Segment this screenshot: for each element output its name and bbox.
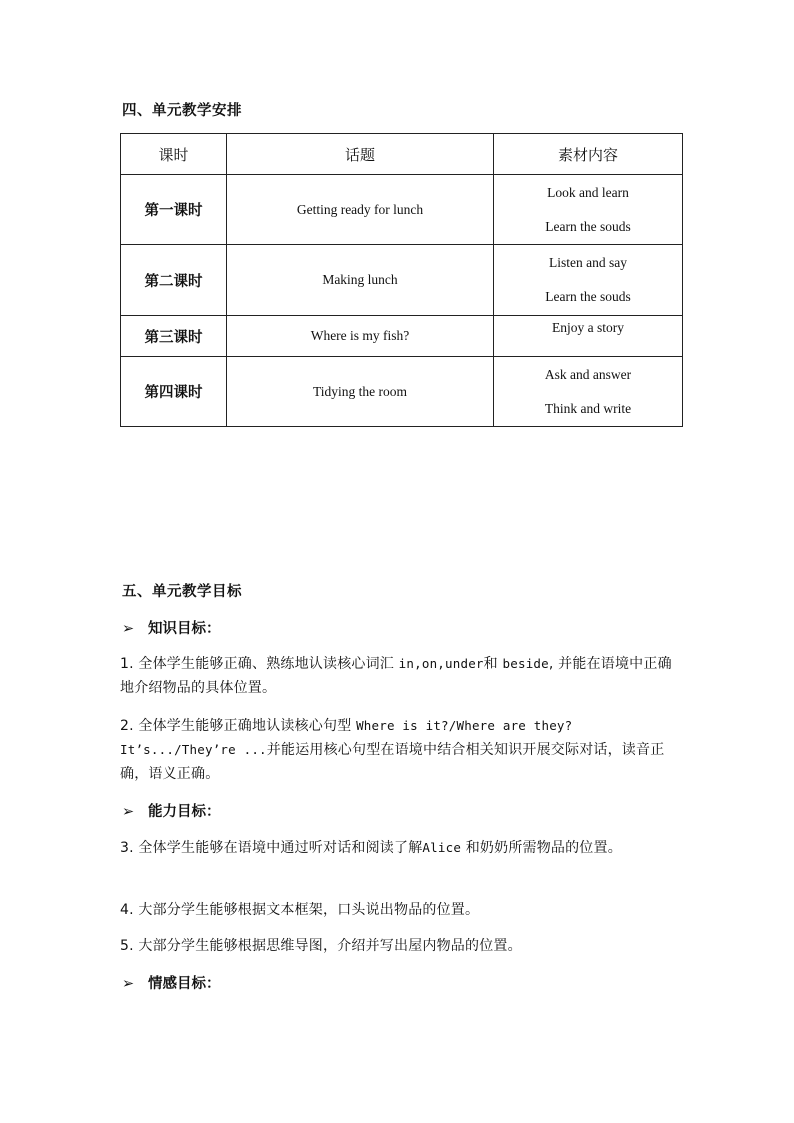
goal-2-code: Where is it?/Where are they? It’s.../They’re ... xyxy=(120,718,573,757)
goal-2-text: 2. 全体学生能够正确地认读核心句型 xyxy=(120,718,357,734)
lesson-cell: 第三课时 xyxy=(121,316,227,357)
material-item: Look and learn xyxy=(547,184,629,200)
materials-cell xyxy=(494,316,683,357)
goal-1-text-c: , 并能在语境中正确地介绍物品的具体位置。 xyxy=(120,656,672,696)
goal-3-code: Alice xyxy=(422,840,462,855)
ability-goals-heading xyxy=(122,800,221,821)
topic-cell: Making lunch xyxy=(227,245,494,316)
goal-paragraph-1 xyxy=(120,652,682,700)
knowledge-goals-heading xyxy=(122,617,221,638)
topic-cell: Getting ready for lunch xyxy=(227,175,494,245)
arrow-bullet-icon: ➢ xyxy=(122,804,135,820)
goal-1-code-b: beside xyxy=(502,656,549,671)
teaching-schedule-table xyxy=(120,133,683,427)
material-item: Think and write xyxy=(544,400,632,416)
knowledge-goals-label: 知识目标： xyxy=(148,621,221,637)
materials-cell xyxy=(494,175,683,245)
goal-3-text: 3. 全体学生能够在语境中通过听对话和阅读了解 xyxy=(120,840,423,856)
goal-paragraph-3 xyxy=(120,836,682,860)
table-row xyxy=(121,357,683,427)
table-row xyxy=(121,175,683,245)
material-item: Enjoy a story xyxy=(552,320,624,335)
table-row xyxy=(121,316,683,357)
materials-cell xyxy=(494,357,683,427)
header-topic: 话题 xyxy=(227,134,494,175)
section-5-title: 五、单元教学目标 xyxy=(122,584,242,600)
table-row xyxy=(121,245,683,316)
materials-cell xyxy=(494,245,683,316)
goal-paragraph-4: 4. 大部分学生能够根据文本框架，口头说出物品的位置。 xyxy=(120,902,480,918)
goal-1-code: in,on,under xyxy=(398,656,484,671)
topic-cell: Where is my fish? xyxy=(227,316,494,357)
section-4-title: 四、单元教学安排 xyxy=(122,103,242,119)
header-materials: 素材内容 xyxy=(494,134,683,175)
header-lesson: 课时 xyxy=(121,134,227,175)
material-item: Learn the souds xyxy=(545,218,631,234)
material-item: Listen and say xyxy=(549,255,627,270)
goal-3-text-b: 和奶奶所需物品的位置。 xyxy=(461,840,622,856)
material-item: Ask and answer xyxy=(544,366,632,382)
goal-paragraph-2 xyxy=(120,714,682,786)
lesson-cell: 第二课时 xyxy=(121,245,227,316)
arrow-bullet-icon: ➢ xyxy=(122,976,135,992)
topic-cell: Tidying the room xyxy=(227,357,494,427)
arrow-bullet-icon: ➢ xyxy=(122,621,135,637)
goal-1-text-b: 和 xyxy=(483,656,503,672)
emotion-goals-label: 情感目标： xyxy=(148,976,221,992)
goal-2-text-b: 并能运用核心句型在语境中结合相关知识开展交际对话，读音正确，语义正确。 xyxy=(120,742,665,782)
goal-paragraph-5: 5. 大部分学生能够根据思维导图，介绍并写出屋内物品的位置。 xyxy=(120,938,522,954)
ability-goals-label: 能力目标： xyxy=(148,804,221,820)
material-item: Learn the souds xyxy=(545,289,631,304)
goal-1-text: 1. 全体学生能够正确、熟练地认读核心词汇 xyxy=(120,656,399,672)
lesson-cell: 第四课时 xyxy=(121,357,227,427)
lesson-cell: 第一课时 xyxy=(121,175,227,245)
table-header-row xyxy=(121,134,683,175)
emotion-goals-heading xyxy=(122,972,221,993)
